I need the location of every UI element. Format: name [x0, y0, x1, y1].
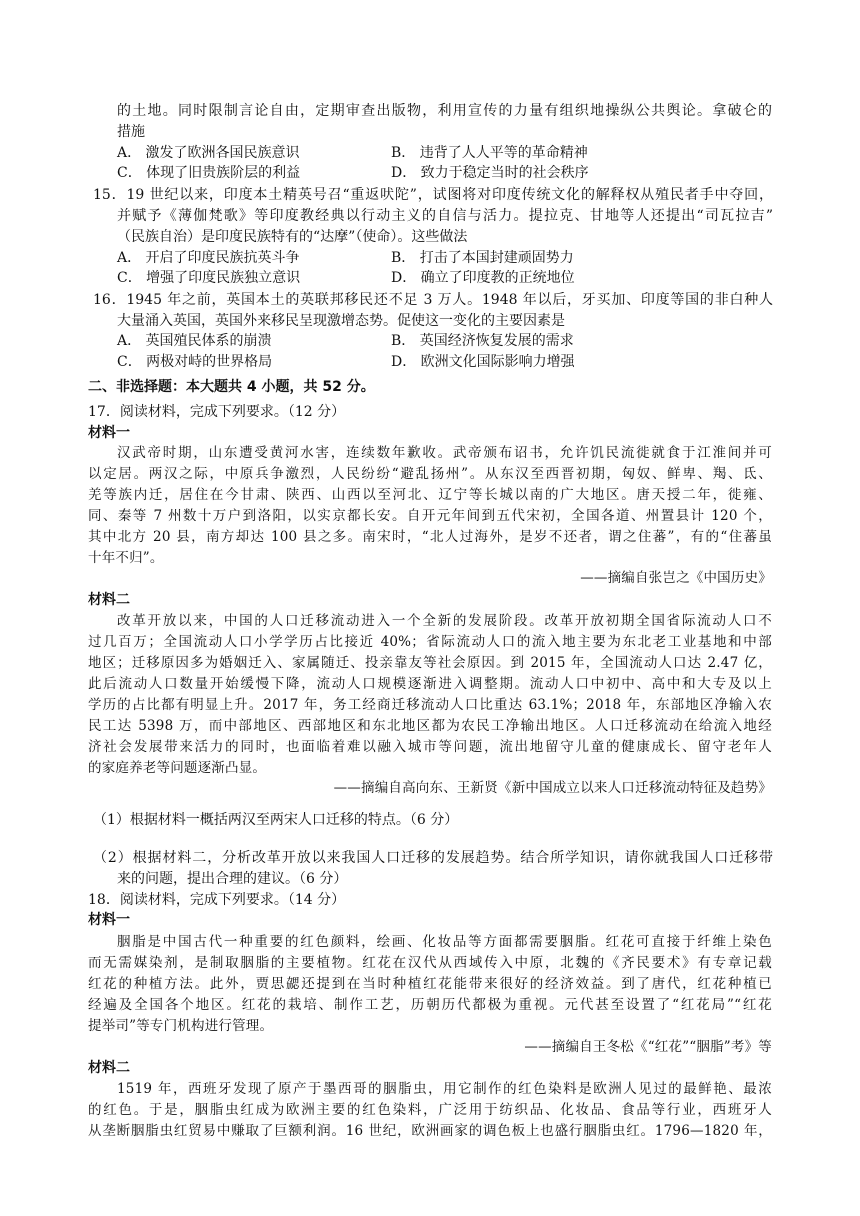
q18-material-2-line: 的红色。于是，胭脂虫红成为欧洲主要的红色染料，广泛用于纺织品、化妆品、食品等行业，西班牙人 — [88, 1102, 772, 1118]
q17-material-1-line: 同、秦等 7 州数十万户到洛阳，以实京都长安。自开元年间到五代宋初，全国各道、州置县计 120 个， — [88, 508, 772, 524]
q16-stem-line: 大量涌入英国，英国外来移民呈现激增态势。促使这一变化的主要因素是 — [117, 313, 565, 329]
q18-material-1-source: ——摘编自王冬松《“红花”“胭脂”考》等 — [524, 1039, 772, 1055]
q18-material-2-line: 从垄断胭脂虫红贸易中赚取了巨额利润。16 世纪，欧洲画家的调色板上也盛行胭脂虫红。1796—1820 年， — [88, 1123, 772, 1139]
q14-stem-line: 措施 — [117, 124, 145, 140]
q15-option-b[interactable]: B． 打击了本国封建顽固势力 — [391, 250, 574, 266]
q18-material-1-label: 材料一 — [88, 912, 130, 928]
q17-material-1-line: 以定居。两汉之际，中原兵争激烈，人民纷纷“避乱扬州”。从东汉至西晋初期，匈奴、鲜卑、羯、氐、 — [88, 466, 772, 482]
q17-material-2-line: 学历的占比都有明显上升。2017 年，务工经商迁移流动人口比重达 63.1%；2018 年，东部地区净输入农 — [88, 697, 772, 713]
q16-option-d[interactable]: D． 欧洲文化国际影响力增强 — [391, 354, 575, 370]
q15-option-d[interactable]: D． 确立了印度教的正统地位 — [391, 270, 575, 286]
section-heading: 二、非选择题：本大题共 4 小题，共 52 分。 — [88, 379, 375, 395]
q18-material-2-label: 材料二 — [88, 1060, 130, 1076]
q16-option-a[interactable]: A． 英国殖民体系的崩溃 — [117, 333, 272, 349]
q15-stem-line: 15．19 世纪以来，印度本土精英号召“重返吠陀”，试图将对印度传统文化的解释权从殖民者手中夺回， — [93, 187, 773, 203]
q14-option-d[interactable]: D． 致力于稳定当时的社会秩序 — [391, 165, 589, 181]
q16-stem-line: 16．1945 年之前，英国本土的英联邦移民还不足 3 万人。1948 年以后，牙买加、印度等国的非白种人 — [93, 292, 773, 308]
q17-material-2-line: 改革开放以来，中国的人口迁移流动进入一个全新的发展阶段。改革开放初期全国省际流动人口不 — [117, 613, 772, 629]
q17-material-1-line: 羌等族内迁，居住在今甘肃、陕西、山西以至河北、辽宁等长城以南的广大地区。唐天授二年，徙雍、 — [88, 487, 772, 503]
q15-option-a[interactable]: A． 开启了印度民族抗英斗争 — [117, 250, 300, 266]
q18-material-1-line: 胭脂是中国古代一种重要的红色颜料，绘画、化妆品等方面都需要胭脂。红花可直接于纤维上染色 — [117, 934, 772, 950]
q18-material-1-line: 红花的种植方法。此外，贾思勰还提到在当时种植红花能带来很好的经济效益。到了唐代，红花种植已 — [88, 976, 772, 992]
q18-material-1-line: 经遍及全国各个地区。红花的栽培、制作工艺，历朝历代都极为重视。元代甚至设置了“红花局”“红花 — [88, 997, 772, 1013]
q17-material-2-line: 的家庭养老等问题逐渐凸显。 — [88, 760, 267, 776]
q15-stem-line: 并赋予《薄伽梵歌》等印度教经典以行动主义的自信与活力。提拉克、甘地等人还提出“司瓦拉吉” — [117, 208, 773, 224]
q17-material-1-line: 十年不归”。 — [88, 550, 164, 566]
q17-intro: 17．阅读材料，完成下列要求。（12 分） — [88, 404, 346, 420]
q17-sub-question-1: （1）根据材料一概括两汉至两宋人口迁移的特点。（6 分） — [93, 812, 459, 828]
q14-option-c[interactable]: C． 体现了旧贵族阶层的利益 — [117, 165, 301, 181]
q17-material-2-line: 此后流动人口数量开始缓慢下降，流动人口规模逐渐进入调整期。流动人口中初中、高中和大专及以上 — [88, 676, 772, 692]
q16-option-b[interactable]: B． 英国经济恢复发展的需求 — [391, 333, 574, 349]
q17-material-2-line: 民工达 5398 万，而中部地区、西部地区和东北地区都为农民工净输出地区。人口迁移流动在给流入地经 — [88, 718, 772, 734]
q17-material-1-line: 汉武帝时期，山东遭受黄河水害，连续数年歉收。武帝颁布诏书，允许饥民流徙就食于江淮间并可 — [117, 445, 772, 461]
q15-stem-line: （民族自治）是印度民族特有的“达摩”（使命）。这些做法 — [117, 229, 468, 245]
q17-material-2-line: 过几百万；全国流动人口小学学历占比接近 40%；省际流动人口的流入地主要为东北老工业基地和中部 — [88, 634, 772, 650]
q14-stem-line: 的土地。同时限制言论自由，定期审查出版物，利用宣传的力量有组织地操纵公共舆论。拿破仑的 — [117, 103, 772, 119]
q16-option-c[interactable]: C． 两极对峙的世界格局 — [117, 354, 273, 370]
q18-intro: 18．阅读材料，完成下列要求。（14 分） — [88, 892, 346, 908]
q18-material-1-line: 而无需媒染剂，是制取胭脂的主要植物。红花在汉代从西域传入中原，北魏的《齐民要术》有专章记载 — [88, 955, 772, 971]
q17-material-2-line: 济社会发展带来活力的同时，也面临着难以融入城市等问题，流出地留守儿童的健康成长、留守老年人 — [88, 739, 772, 755]
q14-option-b[interactable]: B． 违背了人人平等的革命精神 — [391, 145, 588, 161]
q15-option-c[interactable]: C． 增强了印度民族独立意识 — [117, 270, 301, 286]
q17-sub-question-2: 来的问题，提出合理的建议。（6 分） — [117, 871, 348, 887]
q17-material-2-label: 材料二 — [88, 592, 130, 608]
q18-material-1-line: 提举司”等专门机构进行管理。 — [88, 1018, 274, 1034]
q14-option-a[interactable]: A． 激发了欧洲各国民族意识 — [117, 145, 300, 161]
q17-material-1-label: 材料一 — [88, 425, 130, 441]
q17-material-1-line: 其中北方 20 县，南方却达 100 县之多。南宋时，“北人过海外，是岁不还者，谓之住蕃”，有的“住蕃虽 — [88, 529, 772, 545]
q17-material-1-source: ——摘编自张岂之《中国历史》 — [580, 570, 772, 586]
q17-material-2-line: 地区；迁移原因多为婚姻迁入、家属随迁、投亲靠友等社会原因。到 2015 年，全国流动人口达 2.47 亿， — [88, 655, 772, 671]
q17-sub-question-2: （2）根据材料二，分析改革开放以来我国人口迁移的发展趋势。结合所学知识，请你就我国人口迁移带 — [93, 850, 773, 866]
q17-material-2-source: ——摘编自高向东、王新贤《新中国成立以来人口迁移流动特征及趋势》 — [333, 780, 772, 796]
q18-material-2-line: 1519 年，西班牙发现了原产于墨西哥的胭脂虫，用它制作的红色染料是欧洲人见过的最鲜艳、最浓 — [117, 1081, 772, 1097]
